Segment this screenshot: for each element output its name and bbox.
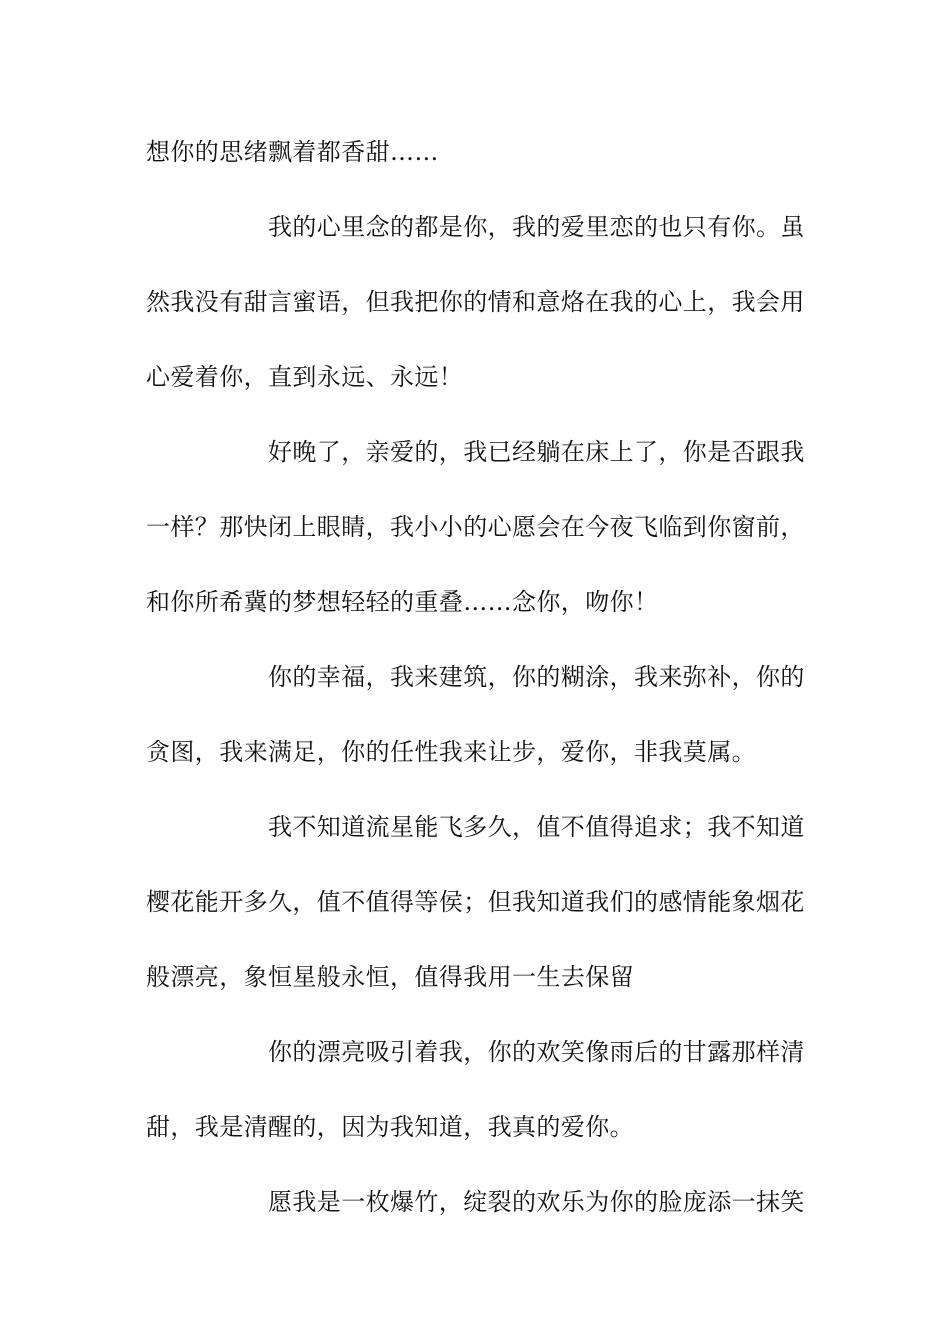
text-line: 贪图，我来满足，你的任性我来让步，爱你，非我莫属。 — [146, 738, 756, 766]
paragraph-start-line: 我不知道流星能飞多久，值不值得追求；我不知道 — [268, 813, 805, 841]
text-line: 然我没有甜言蜜语，但我把你的情和意烙在我的心上，我会用 — [146, 288, 805, 316]
text-line: 一样？那快闭上眼睛，我小小的心愿会在今夜飞临到你窗前， — [146, 513, 805, 541]
paragraph-start-line: 我的心里念的都是你，我的爱里恋的也只有你。虽 — [268, 213, 805, 241]
paragraph-start-line: 你的幸福，我来建筑，你的糊涂，我来弥补，你的 — [268, 663, 805, 691]
paragraph-start-line: 愿我是一枚爆竹，绽裂的欢乐为你的脸庞添一抹笑 — [268, 1188, 805, 1216]
text-line: 心爱着你，直到永远、永远！ — [146, 363, 464, 391]
text-line: 想你的思绪飘着都香甜…… — [146, 138, 439, 166]
text-line: 樱花能开多久，值不值得等侯；但我知道我们的感情能象烟花 — [146, 888, 805, 916]
text-line: 般漂亮，象恒星般永恒，值得我用一生去保留 — [146, 963, 634, 991]
paragraph-start-line: 好晚了，亲爱的，我已经躺在床上了，你是否跟我 — [268, 438, 805, 466]
text-line: 甜，我是清醒的，因为我知道，我真的爱你。 — [146, 1113, 634, 1141]
text-line: 和你所希冀的梦想轻轻的重叠……念你，吻你！ — [146, 588, 659, 616]
paragraph-start-line: 你的漂亮吸引着我，你的欢笑像雨后的甘露那样清 — [268, 1038, 805, 1066]
